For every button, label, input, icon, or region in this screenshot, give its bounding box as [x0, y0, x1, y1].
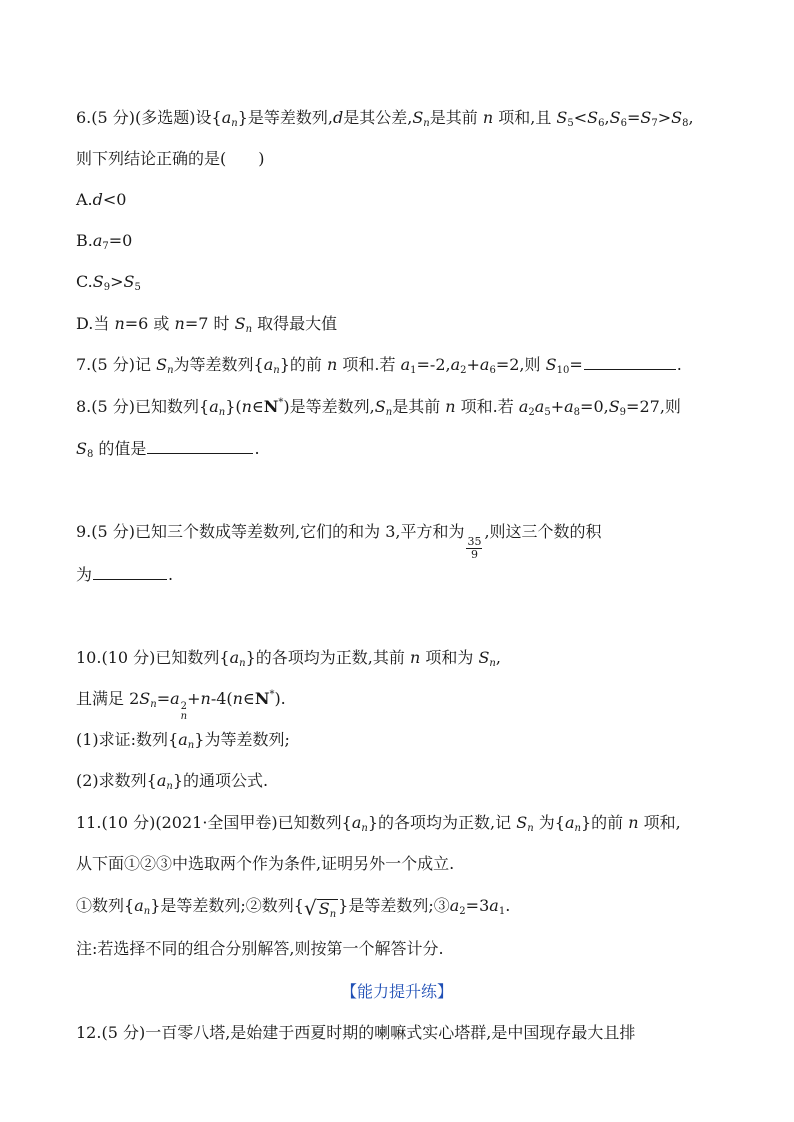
q7-stem: 7.(5 分)记 $S_n$为等差数列$\{a_n\}$的前 n 项和.若 $a_1=-2,a_2+a_6=2$,则 $S_{10}=$ .: [76, 355, 682, 376]
q10-part2: (2)求数列$\{a_n\}$的通项公式.: [76, 771, 269, 792]
q8-stem-line1: 8.(5 分)已知数列$\{a_n\}(n\in N^*)$是等差数列$,S_n$是其前 n 项和.若 $a_2a_5+a_8=0,S_9=27$,则: [76, 397, 681, 418]
q10-stem-line1: 10.(10 分)已知数列$\{a_n\}$的各项均为正数,其前 n 项和为 $S_n$,: [76, 648, 501, 669]
q6-option-a: A.d<0: [76, 190, 127, 209]
q11-stem-line2: 从下面①②③中选取两个作为条件,证明另外一个成立.: [76, 854, 455, 873]
q10-part1: (1)求证:数列$\{a_n\}$为等差数列;: [76, 730, 290, 751]
sqrt-symbol: √ $S_n$: [303, 896, 337, 920]
section-heading: 【能力提升练】: [340, 982, 453, 1001]
q6-option-d: D.当 n=6 或 n=7 时 $S_n$ 取得最大值: [76, 314, 338, 335]
q11-stem-line1: 11.(10 分)(2021·全国甲卷)已知数列$\{a_n\}$的各项均为正数,记 $S_n$ 为$\{a_n\}$的前 n 项和,: [76, 813, 681, 834]
q11-note: 注:若选择不同的组合分别解答,则按第一个解答计分.: [76, 939, 444, 958]
q9-stem-line1: 9.(5 分)已知三个数成等差数列,它们的和为 3,平方和为 $\frac{35}{9}$ ,则这三个数的积: [76, 522, 602, 561]
q9-fraction: $\frac{35}{9}$: [467, 535, 482, 561]
q6-option-b: $B.a_7=0$: [76, 231, 133, 252]
q12-stem: 12.(5 分)一百零八塔,是始建于西夏时期的喇嘛式实心塔群,是中国现存最大且排: [76, 1023, 636, 1042]
q8-answer-blank[interactable]: [147, 438, 253, 454]
q7-answer-blank[interactable]: [584, 354, 676, 370]
q6-stem-line2: 则下列结论正确的是( ): [76, 149, 265, 168]
q9-stem-line2: 为 .: [76, 565, 174, 584]
q9-answer-blank[interactable]: [93, 564, 167, 580]
q11-conditions: ①数列$\{a_n\}$是等差数列;②数列{ √ $S_n$ }是等差数列$;③a_2=3a_1$.: [76, 896, 511, 920]
q10-stem-line2: 且满足 $2S_n=a$ 2 n +n-4(n∈N*).: [76, 689, 286, 722]
q6-option-c: $C.S_9>S_5$: [76, 272, 141, 293]
q6-stem-line1: 6.(5 分)(多选题)设$\{a_n\}$是等差数列,d是其公差$,S_n$是其前 n 项和,且 $S_5<S_6,S_6=S_7>S_8$,: [76, 108, 694, 129]
q8-stem-line2: $S_8$ 的值是 .: [76, 439, 260, 460]
q6-condition: $S_5<S_6,S_6=S_7>S_8$,: [556, 108, 694, 129]
